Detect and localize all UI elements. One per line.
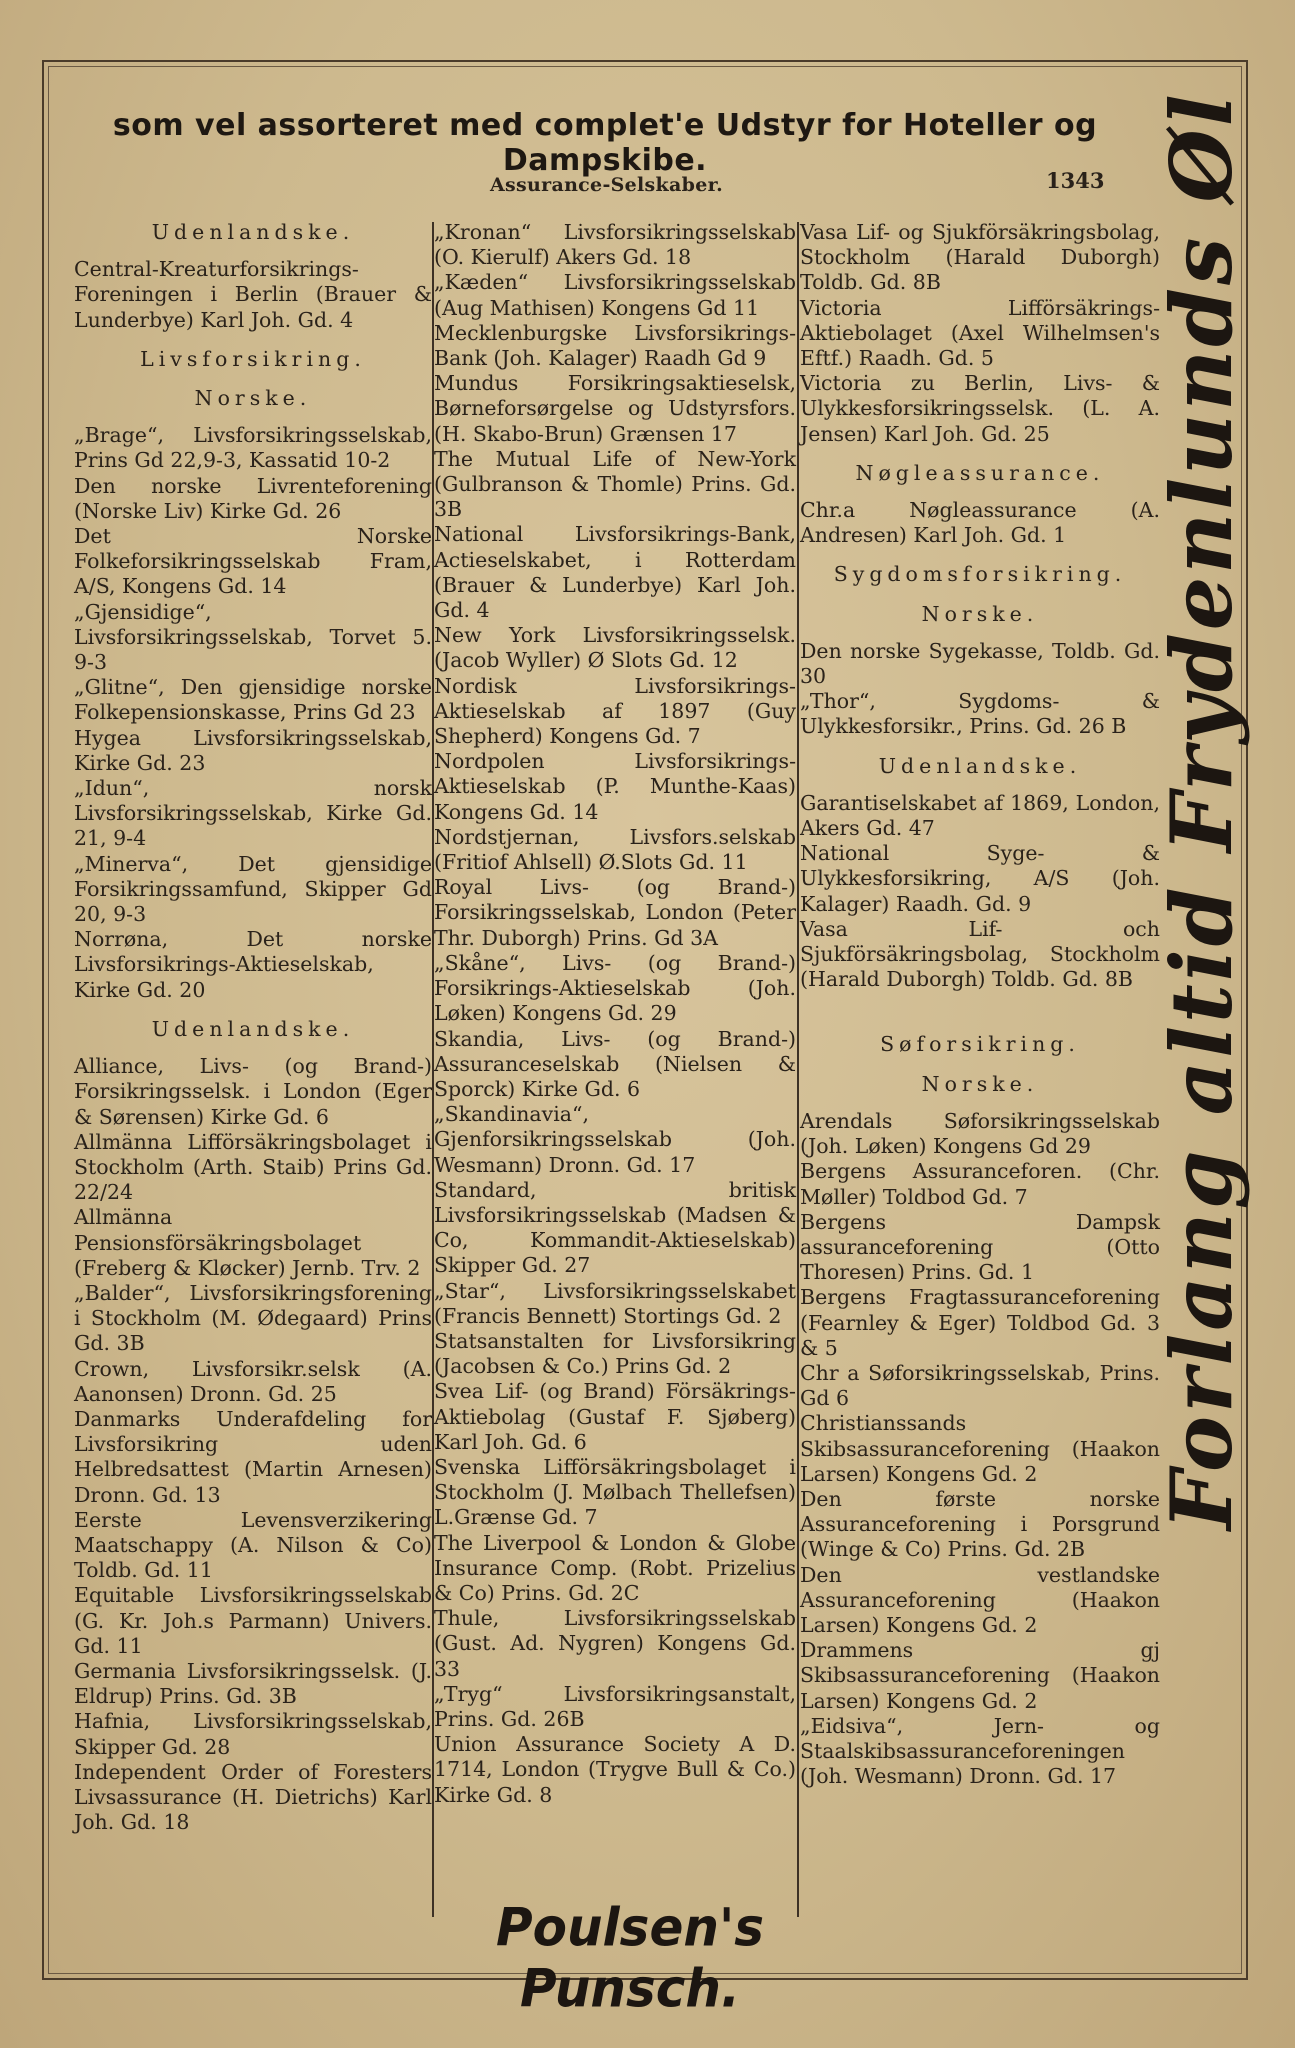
listing-entry: Arendals Søforsikringsselskab (Joh. Løken) Kongens Gd 29 [800, 1108, 1160, 1159]
listing-entry: Den norske Sygekasse, Toldb. Gd. 30 [800, 638, 1160, 689]
listing-entry: Garantiselskabet af 1869, London, Akers Gd. 47 [800, 790, 1160, 841]
listing-entry: „Kronan“ Livsforsikringsselskab (O. Kierulf) Akers Gd. 18 [434, 220, 796, 270]
listing-entry: „Idun“, norsk Livsforsikringsselskab, Kirke Gd. 21, 9-4 [74, 776, 432, 851]
listing-entry: Den norske Livrenteforening (Norske Liv) Kirke Gd. 26 [74, 473, 432, 523]
subcategory-heading: Norske. [921, 601, 1039, 626]
listing-entry: Alliance, Livs- (og Brand-) Forsikringsselsk. i London (Eger & Sørensen) Kirke Gd. 6 [74, 1054, 432, 1129]
listing-entry: Bergens Fragtassuranceforening (Fearnley & Eger) Toldbod Gd. 3 & 5 [800, 1285, 1160, 1360]
listing-entry: Chr a Søforsikringsselskab, Prins. Gd 6 [800, 1360, 1160, 1411]
listing-entry: Victoria zu Berlin, Livs- & Ulykkesforsikringsselsk. (L. A. Jensen) Karl Joh. Gd. 25 [800, 371, 1160, 446]
listing-entry: „Skåne“, Livs- (og Brand-) Forsikrings-Aktieselskab (Joh. Løken) Kongens Gd. 29 [434, 950, 796, 1026]
listing-entry: Hygea Livsforsikringsselskab, Kirke Gd. 23 [74, 725, 432, 775]
listing-entry: Nordisk Livsforsikrings-Aktieselskab af 1897 (Guy Shepherd) Kongens Gd. 7 [434, 673, 796, 749]
column-3 [800, 220, 1160, 1920]
listing-entry: „Tryg“ Livsforsikringsanstalt, Prins. Gd. 26B [434, 1681, 796, 1731]
listing-entry: Mecklenburgske Livsforsikrings-Bank (Joh. Kalager) Raadh Gd 9 [434, 320, 796, 371]
listing-entry: „Eidsiva“, Jern- og Staalskibsassuranceforeningen (Joh. Wesmann) Dronn. Gd. 17 [800, 1713, 1160, 1789]
listing-entry: New York Livsforsikringsselsk. (Jacob Wyller) Ø Slots Gd. 12 [434, 623, 796, 673]
listing-entry: Victoria Lifförsäkrings-Aktiebolaget (Axel Wilhelmsen's Eftf.) Raadh. Gd. 5 [800, 295, 1160, 371]
listing-entry: Hafnia, Livsforsikringsselskab, Skipper Gd. 28 [74, 1709, 432, 1759]
listing-entry: Independent Order of Foresters Livsassurance (H. Dietrichs) Karl Joh. Gd. 18 [74, 1759, 432, 1835]
listing-entry: Danmarks Underafdeling for Livsforsikring uden Helbredsattest (Martin Arnesen) Dronn. Gd. 13 [74, 1406, 432, 1507]
listing-entry: Bergens Dampsk assuranceforening (Otto Thoresen) Prins. Gd. 1 [800, 1209, 1160, 1285]
column-divider [797, 222, 799, 1917]
listing-entry: „Minerva“, Det gjensidige Forsikringssamfund, Skipper Gd 20, 9-3 [74, 851, 432, 927]
listing-entry: Svenska Lifförsäkringsbolaget i Stockholm (J. Mølbach Thellefsen) L.Grænse Gd. 7 [434, 1454, 796, 1530]
listing-entry: Central-Kreaturforsikrings-Foreningen i Berlin (Brauer & Lunderbye) Karl Joh. Gd. 4 [74, 257, 432, 332]
listing-entry: Union Assurance Society A D. 1714, London (Trygve Bull & Co.) Kirke Gd. 8 [434, 1732, 796, 1807]
listing-entry: Thule, Livsforsikringsselskab (Gust. Ad. Nygren) Kongens Gd. 33 [434, 1606, 796, 1681]
listing-entry: Equitable Livsforsikringsselskab (G. Kr. Joh.s Parmann) Univers. Gd. 11 [74, 1583, 432, 1658]
category-heading: Udenlandske. [151, 220, 355, 244]
listing-entry: Royal Livs- (og Brand-) Forsikringsselskab, London (Peter Thr. Duborgh) Prins. Gd 3A [434, 875, 796, 950]
listing-entry: Svea Lif- (og Brand) Försäkrings-Aktiebolag (Gustaf F. Sjøberg) Karl Joh. Gd. 6 [434, 1379, 796, 1454]
subcategory-heading: Udenlandske. [878, 753, 1082, 778]
listing-entry: Christianssands Skibsassuranceforening (Haakon Larsen) Kongens Gd. 2 [800, 1411, 1160, 1486]
listing-entry: Den første norske Assuranceforening i Porsgrund (Winge & Co) Prins. Gd. 2B [800, 1486, 1160, 1562]
listing-entry: The Liverpool & London & Globe Insurance Comp. (Robt. Prizelius & Co) Prins. Gd. 2C [434, 1530, 796, 1605]
listing-entry: Vasa Lif- och Sjukförsäkringsbolag, Stockholm (Harald Duborgh) Toldb. Gd. 8B [800, 916, 1160, 992]
listing-entry: Allmänna Lifförsäkringsbolaget i Stockholm (Arth. Staib) Prins Gd. 22/24 [74, 1129, 432, 1205]
listing-entry: National Syge- & Ulykkesforsikring, A/S (Joh. Kalager) Raadh. Gd. 9 [800, 841, 1160, 916]
subcategory-heading: Norske. [921, 1071, 1039, 1096]
listing-entry: Allmänna Pensionsförsäkringsbolaget (Freberg & Kløcker) Jernb. Trv. 2 [74, 1205, 421, 1280]
top-advertisement-banner: som vel assorteret med complet'e Udstyr for Hoteller og Dampskibe. [112, 108, 1098, 178]
listing-entry: Statsanstalten for Livsforsikring (Jacobsen & Co.) Prins Gd. 2 [434, 1328, 796, 1379]
listing-entry: „Star“, Livsforsikringsselskabet (Francis Bennett) Stortings Gd. 2 [434, 1278, 796, 1328]
listing-entry: Mundus Forsikringsaktieselsk, Børneforsørgelse og Udstyrsfors. (H. Skabo-Brun) Grænsen 17 [434, 371, 796, 446]
listing-entry: Eerste Levensverzikering Maatschappy (A. Nilson & Co) Toldb. Gd. 11 [74, 1507, 432, 1583]
listing-entry: „Brage“, Livsforsikringsselskab, Prins Gd 22,9-3, Kassatid 10-2 [74, 423, 432, 473]
category-heading: Nøgleassurance. [855, 460, 1105, 485]
listing-entry: Chr.a Nøgleassurance (A. Andresen) Karl Joh. Gd. 1 [800, 498, 1160, 548]
category-heading: Søforsikring. [880, 1032, 1080, 1057]
listing-entry: Nordstjernan, Livsfors.selskab (Fritiof Ahlsell) Ø.Slots Gd. 11 [434, 824, 796, 875]
listing-entry: Det Norske Folkeforsikringsselskab Fram, A/S, Kongens Gd. 14 [74, 524, 432, 599]
listing-entry: „Balder“, Livsforsikringsforening i Stockholm (M. Ødegaard) Prins Gd. 3B [74, 1280, 432, 1356]
subcategory-heading: Norske. [194, 386, 312, 411]
listing-entry: The Mutual Life of New-York (Gulbranson & Thomle) Prins. Gd. 3B [434, 446, 796, 522]
page-number: 1343 [1046, 168, 1105, 193]
subcategory-heading: Udenlandske. [151, 1016, 355, 1041]
listing-entry: „Skandinavia“, Gjenforsikringsselskab (Joh. Wesmann) Dronn. Gd. 17 [434, 1102, 796, 1177]
listing-entry: „Thor“, Sygdoms- & Ulykkesforsikr., Prins. Gd. 26 B [800, 689, 1160, 739]
category-heading: Sygdomsforsikring. [833, 562, 1127, 587]
listing-entry: Vasa Lif- og Sjukförsäkringsbolag, Stockholm (Harald Duborgh) Toldb. Gd. 8B [800, 220, 1160, 295]
listing-entry: National Livsforsikrings-Bank, Actieselskabet, i Rotterdam (Brauer & Lunderbye) Karl Joh. Gd. 4 [434, 522, 796, 623]
vertical-advertisement: Forlang altid Frydenlunds Øl [1152, 91, 1251, 1530]
listing-entry: Den vestlandske Assuranceforening (Haakon Larsen) Kongens Gd. 2 [800, 1562, 1160, 1637]
listing-entry: Norrøna, Det norske Livsforsikrings-Aktieselskab, Kirke Gd. 20 [74, 927, 432, 1002]
listing-entry: Drammens gj Skibsassuranceforening (Haakon Larsen) Kongens Gd. 2 [800, 1638, 1160, 1713]
listing-entry: „Kæden“ Livsforsikringsselskab (Aug Mathisen) Kongens Gd 11 [434, 270, 796, 320]
listing-entry: Nordpolen Livsforsikrings-Aktieselskab (P. Munthe-Kaas) Kongens Gd. 14 [434, 749, 796, 824]
listing-entry: Crown, Livsforsikr.selsk (A. Aanonsen) Dronn. Gd. 25 [74, 1356, 432, 1406]
category-heading: Livsforsikring. [140, 346, 366, 371]
listing-entry: „Glitne“, Den gjensidige norske Folkepensionskasse, Prins Gd 23 [74, 675, 432, 725]
listing-entry: Standard, britisk Livsforsikringsselskab (Madsen & Co, Kommandit-Aktieselskab) Skipper Gd. 27 [434, 1177, 796, 1278]
listing-entry: Germania Livsforsikringsselsk. (J. Eldrup) Prins. Gd. 3B [74, 1658, 432, 1709]
listing-entry: „Gjensidige“, Livsforsikringsselskab, Torvet 5. 9-3 [74, 599, 432, 675]
bottom-advertisement-banner: Poulsen's Punsch. [495, 1897, 765, 2019]
listing-entry: Bergens Assuranceforen. (Chr. Møller) Toldbod Gd. 7 [800, 1159, 1160, 1209]
listing-entry: Skandia, Livs- (og Brand-) Assuranceselskab (Nielsen & Sporck) Kirke Gd. 6 [434, 1026, 796, 1101]
column-1 [74, 220, 432, 1920]
column-2 [434, 220, 796, 1920]
section-header: Assurance-Selskaber. [490, 174, 724, 196]
